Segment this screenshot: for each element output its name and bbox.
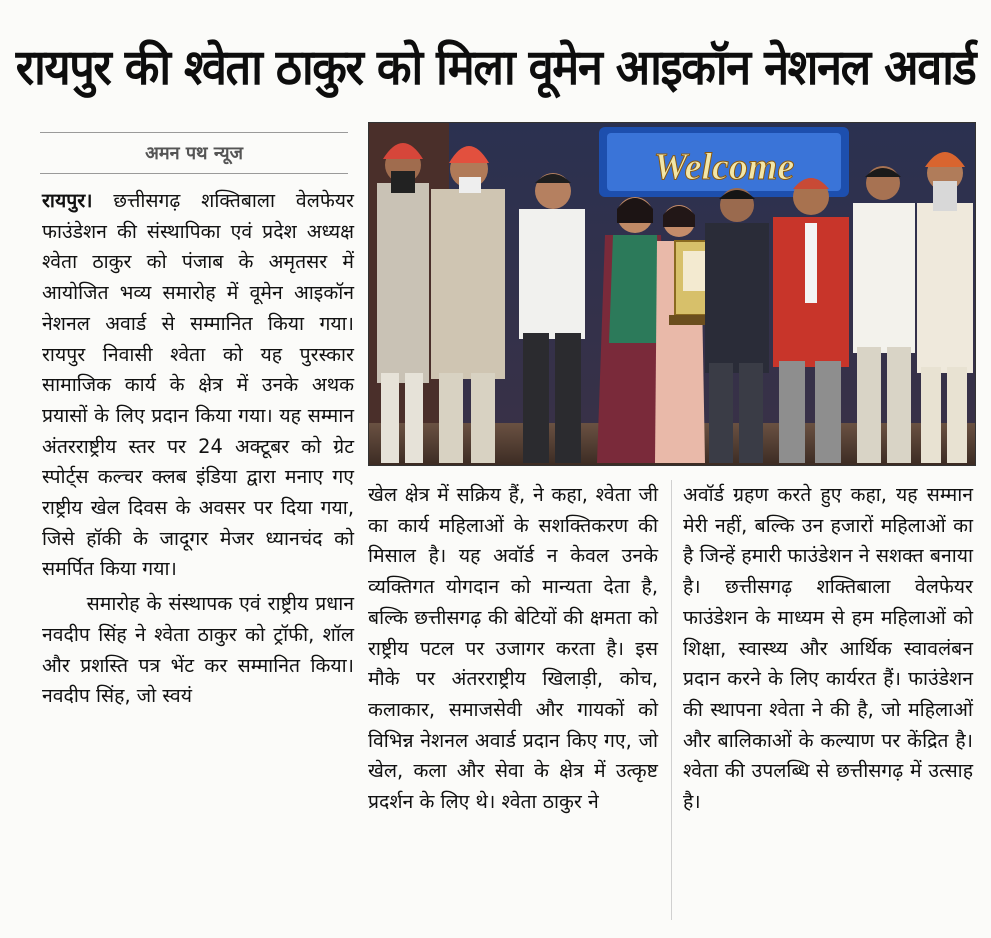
banner-text: Welcome <box>653 146 795 188</box>
byline: अमन पथ न्यूज <box>40 132 348 174</box>
paragraph-2: समारोह के संस्थापक एवं राष्ट्रीय प्रधान नवदीप सिंह ने श्वेता ठाकुर को ट्रॉफी, शॉल और प्रशस्ति पत्र भेंट कर सम्मानित किया। नवदीप सिंह, जो स्वयं <box>42 592 354 708</box>
award-photo <box>368 122 976 466</box>
paragraph-1-body: छत्तीसगढ़ शक्तिबाला वेलफेयर फाउंडेशन की संस्थापिका एवं प्रदेश अध्यक्ष श्वेता ठाकुर को पंजाब के अमृतसर में आयोजित भव्य समारोह में वूमेन आइकॉन नेशनल अवार्ड से सम्मानित किया गया। रायपुर निवासी श्वेता को यह पुरस्कार सामाजिक कार्य के क्षेत्र में उनके अथक प्रयासों के लिए प्रदान किया गया। यह सम्मान अंतरराष्ट्रीय स्तर पर 24 अक्टूबर को ग्रेट स्पोर्ट्स कल्चर क्लब इंडिया द्वारा मनाए गए राष्ट्रीय खेल दिवस के अवसर पर दिया गया, जिसे हॉकी के जादूगर मेजर ध्यानचंद को समर्पित किया गया। <box>42 189 354 581</box>
dateline: रायपुर। <box>42 189 93 212</box>
paragraph-continued: खेल क्षेत्र में सक्रिय हैं, ने कहा, श्वेता जी का कार्य महिलाओं के सशक्तिकरण की मिसाल है। यह अवॉर्ड न केवल उनके व्यक्तिगत योगदान को मान्यता देता है, बल्कि छत्तीसगढ़ की बेटियों की क्षमता को राष्ट्रीय पटल पर उजागर करता है। इस मौके पर अंतरराष्ट्रीय खिलाड़ी, कोच, कलाकार, समाजसेवी और गायकों को विभिन्न नेशनल अवार्ड प्रदान किए गए, जो खेल, कला और सेवा के क्षेत्र में उत्कृष्ट प्रदर्शन के लिए थे। श्वेता ठाकुर ने <box>368 483 658 814</box>
paragraph-1 <box>42 186 354 585</box>
award-ceremony-image <box>369 123 976 466</box>
article-column-1 <box>42 186 354 712</box>
article-column-2 <box>368 480 658 818</box>
column-divider <box>671 480 672 920</box>
headline: रायपुर की श्वेता ठाकुर को मिला वूमेन आइकॉन नेशनल अवार्ड <box>15 39 976 96</box>
article-column-3 <box>683 480 973 818</box>
paragraph-continued: अवॉर्ड ग्रहण करते हुए कहा, यह सम्मान मेरी नहीं, बल्कि उन हजारों महिलाओं का है जिन्हें हमारी फाउंडेशन ने सशक्त बनाया है। छत्तीसगढ़ शक्तिबाला वेलफेयर फाउंडेशन के माध्यम से हम महिलाओं को शिक्षा, स्वास्थ्य और आर्थिक स्वावलंबन प्रदान करने के लिए कार्यरत हैं। फाउंडेशन की स्थापना श्वेता ने की है, जो महिलाओं और बालिकाओं के कल्याण पर केंद्रित है। श्वेता की उपलब्धि से छत्तीसगढ़ में उत्साह है। <box>683 483 973 814</box>
